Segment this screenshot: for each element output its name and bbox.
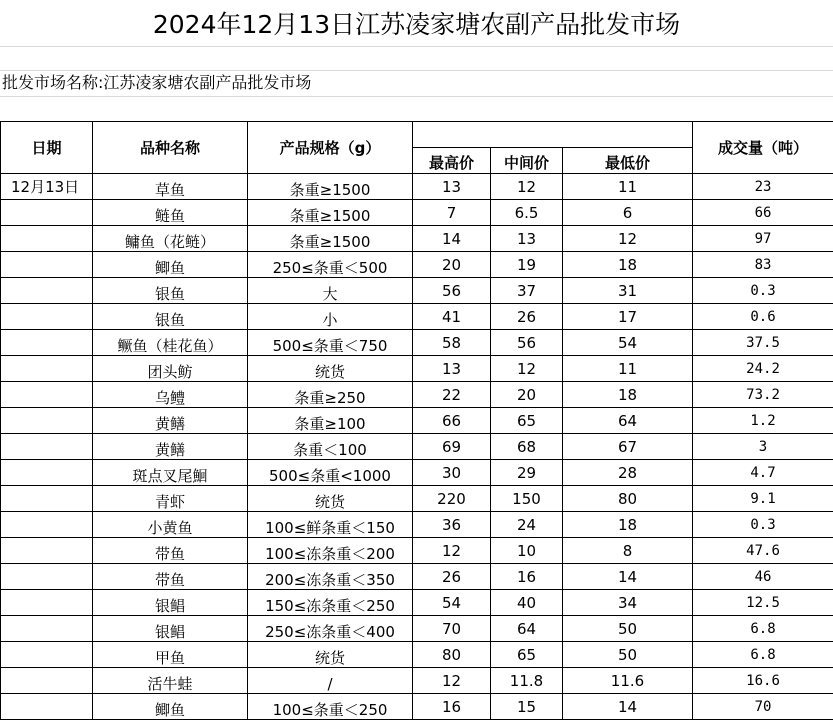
volume-cell: 23: [693, 174, 833, 200]
min-price-cell: 31: [563, 278, 693, 304]
date-cell: [1, 590, 93, 616]
variety-cell: 鲫鱼: [93, 694, 248, 720]
spec-cell: 统货: [248, 356, 413, 382]
date-cell: [1, 564, 93, 590]
mid-price-cell: 19: [491, 252, 563, 278]
spec-cell: 100≤鲜条重＜150: [248, 512, 413, 538]
table-row: [1, 668, 833, 694]
volume-cell: 66: [693, 200, 833, 226]
max-price-cell: 13: [413, 356, 491, 382]
header-mid-price: 中间价: [491, 148, 563, 174]
min-price-cell: 17: [563, 304, 693, 330]
max-price-cell: 13: [413, 174, 491, 200]
spec-cell: 统货: [248, 642, 413, 668]
variety-cell: 银鱼: [93, 304, 248, 330]
spec-cell: 条重≥100: [248, 408, 413, 434]
table-row: [1, 564, 833, 590]
table-row: [1, 304, 833, 330]
header-spec: 产品规格（g）: [248, 122, 413, 174]
spec-cell: 150≤冻条重＜250: [248, 590, 413, 616]
min-price-cell: 18: [563, 252, 693, 278]
table-row: [1, 174, 833, 200]
table-row: [1, 382, 833, 408]
date-cell: [1, 252, 93, 278]
table-row: [1, 486, 833, 512]
mid-price-cell: 6.5: [491, 200, 563, 226]
min-price-cell: 12: [563, 226, 693, 252]
max-price-cell: 66: [413, 408, 491, 434]
volume-cell: 0.3: [693, 512, 833, 538]
table-row: [1, 200, 833, 226]
max-price-cell: 30: [413, 460, 491, 486]
page-title: 2024年12月13日江苏凌家塘农副产品批发市场: [152, 10, 681, 39]
volume-cell: 73.2: [693, 382, 833, 408]
volume-cell: 12.5: [693, 590, 833, 616]
mid-price-cell: 29: [491, 460, 563, 486]
variety-cell: 鳜鱼（桂花鱼）: [93, 330, 248, 356]
date-cell: [1, 200, 93, 226]
volume-cell: 37.5: [693, 330, 833, 356]
spec-cell: 条重≥1500: [248, 200, 413, 226]
mid-price-cell: 150: [491, 486, 563, 512]
min-price-cell: 11: [563, 356, 693, 382]
spec-cell: 100≤条重＜250: [248, 694, 413, 720]
table-row: [1, 642, 833, 668]
min-price-cell: 11: [563, 174, 693, 200]
spec-cell: 条重＜100: [248, 434, 413, 460]
spec-cell: 500≤条重<1000: [248, 460, 413, 486]
header-price-group: [413, 122, 693, 148]
mid-price-cell: 40: [491, 590, 563, 616]
spec-cell: 条重≥250: [248, 382, 413, 408]
max-price-cell: 54: [413, 590, 491, 616]
spec-cell: 大: [248, 278, 413, 304]
spec-cell: 小: [248, 304, 413, 330]
date-cell: [1, 460, 93, 486]
table-row: [1, 278, 833, 304]
variety-cell: 带鱼: [93, 538, 248, 564]
table-row: [1, 590, 833, 616]
variety-cell: 斑点叉尾鮰: [93, 460, 248, 486]
header-volume: 成交量（吨）: [693, 122, 833, 174]
table-row: [1, 460, 833, 486]
min-price-cell: 80: [563, 486, 693, 512]
mid-price-cell: 26: [491, 304, 563, 330]
spec-cell: 200≤冻条重＜350: [248, 564, 413, 590]
volume-cell: 6.8: [693, 616, 833, 642]
date-cell: [1, 642, 93, 668]
spec-cell: 条重≥1500: [248, 226, 413, 252]
date-cell: [1, 278, 93, 304]
variety-cell: 黄鳝: [93, 408, 248, 434]
table-row: [1, 252, 833, 278]
variety-cell: 甲鱼: [93, 642, 248, 668]
volume-cell: 97: [693, 226, 833, 252]
mid-price-cell: 68: [491, 434, 563, 460]
mid-price-cell: 37: [491, 278, 563, 304]
date-cell: [1, 382, 93, 408]
volume-cell: 16.6: [693, 668, 833, 694]
max-price-cell: 69: [413, 434, 491, 460]
volume-cell: 4.7: [693, 460, 833, 486]
max-price-cell: 220: [413, 486, 491, 512]
max-price-cell: 7: [413, 200, 491, 226]
mid-price-cell: 64: [491, 616, 563, 642]
spec-cell: 250≤条重＜500: [248, 252, 413, 278]
max-price-cell: 14: [413, 226, 491, 252]
min-price-cell: 8: [563, 538, 693, 564]
volume-cell: 0.6: [693, 304, 833, 330]
date-cell: [1, 408, 93, 434]
variety-cell: 活牛蛙: [93, 668, 248, 694]
spec-cell: 统货: [248, 486, 413, 512]
min-price-cell: 14: [563, 564, 693, 590]
mid-price-cell: 65: [491, 642, 563, 668]
date-cell: [1, 668, 93, 694]
min-price-cell: 6: [563, 200, 693, 226]
volume-cell: 6.8: [693, 642, 833, 668]
volume-cell: 0.3: [693, 278, 833, 304]
variety-cell: 草鱼: [93, 174, 248, 200]
max-price-cell: 12: [413, 668, 491, 694]
min-price-cell: 50: [563, 642, 693, 668]
mid-price-cell: 16: [491, 564, 563, 590]
max-price-cell: 20: [413, 252, 491, 278]
max-price-cell: 22: [413, 382, 491, 408]
max-price-cell: 41: [413, 304, 491, 330]
max-price-cell: 12: [413, 538, 491, 564]
date-cell: [1, 694, 93, 720]
mid-price-cell: 65: [491, 408, 563, 434]
min-price-cell: 34: [563, 590, 693, 616]
spec-cell: 条重≥1500: [248, 174, 413, 200]
variety-cell: 鲫鱼: [93, 252, 248, 278]
variety-cell: 银鲳: [93, 616, 248, 642]
min-price-cell: 18: [563, 512, 693, 538]
table-row: [1, 434, 833, 460]
table-row: [1, 616, 833, 642]
volume-cell: 83: [693, 252, 833, 278]
max-price-cell: 16: [413, 694, 491, 720]
variety-cell: 鲢鱼: [93, 200, 248, 226]
price-table: [0, 121, 833, 720]
mid-price-cell: 12: [491, 174, 563, 200]
volume-cell: 47.6: [693, 538, 833, 564]
table-row: [1, 356, 833, 382]
variety-cell: 银鲳: [93, 590, 248, 616]
mid-price-cell: 24: [491, 512, 563, 538]
volume-cell: 24.2: [693, 356, 833, 382]
min-price-cell: 14: [563, 694, 693, 720]
table-row: [1, 694, 833, 720]
max-price-cell: 36: [413, 512, 491, 538]
min-price-cell: 64: [563, 408, 693, 434]
min-price-cell: 67: [563, 434, 693, 460]
min-price-cell: 50: [563, 616, 693, 642]
spec-cell: 500≤条重＜750: [248, 330, 413, 356]
mid-price-cell: 12: [491, 356, 563, 382]
date-cell: 12月13日: [1, 174, 93, 200]
volume-cell: 46: [693, 564, 833, 590]
variety-cell: 黄鳝: [93, 434, 248, 460]
date-cell: [1, 538, 93, 564]
variety-cell: 银鱼: [93, 278, 248, 304]
date-cell: [1, 434, 93, 460]
table-row: [1, 226, 833, 252]
variety-cell: 青虾: [93, 486, 248, 512]
date-cell: [1, 512, 93, 538]
table-row: [1, 538, 833, 564]
date-cell: [1, 330, 93, 356]
header-variety: 品种名称: [93, 122, 248, 174]
variety-cell: 带鱼: [93, 564, 248, 590]
max-price-cell: 70: [413, 616, 491, 642]
date-cell: [1, 304, 93, 330]
min-price-cell: 28: [563, 460, 693, 486]
variety-cell: 小黄鱼: [93, 512, 248, 538]
mid-price-cell: 56: [491, 330, 563, 356]
date-cell: [1, 616, 93, 642]
mid-price-cell: 20: [491, 382, 563, 408]
date-cell: [1, 226, 93, 252]
min-price-cell: 18: [563, 382, 693, 408]
max-price-cell: 80: [413, 642, 491, 668]
spec-cell: 250≤冻条重＜400: [248, 616, 413, 642]
mid-price-cell: 10: [491, 538, 563, 564]
variety-cell: 乌鳢: [93, 382, 248, 408]
mid-price-cell: 15: [491, 694, 563, 720]
date-cell: [1, 356, 93, 382]
market-name-label: 批发市场名称:江苏凌家塘农副产品批发市场: [2, 73, 312, 92]
max-price-cell: 58: [413, 330, 491, 356]
spec-cell: 100≤冻条重＜200: [248, 538, 413, 564]
header-max-price: 最高价: [413, 148, 491, 174]
volume-cell: 9.1: [693, 486, 833, 512]
variety-cell: 团头鲂: [93, 356, 248, 382]
volume-cell: 3: [693, 434, 833, 460]
table-row: [1, 512, 833, 538]
header-min-price: 最低价: [563, 148, 693, 174]
date-cell: [1, 486, 93, 512]
spec-cell: /: [248, 668, 413, 694]
mid-price-cell: 11.8: [491, 668, 563, 694]
volume-cell: 1.2: [693, 408, 833, 434]
table-row: [1, 330, 833, 356]
variety-cell: 鳙鱼（花鲢）: [93, 226, 248, 252]
gridline: [0, 96, 833, 97]
max-price-cell: 26: [413, 564, 491, 590]
header-date: 日期: [1, 122, 93, 174]
min-price-cell: 54: [563, 330, 693, 356]
min-price-cell: 11.6: [563, 668, 693, 694]
volume-cell: 70: [693, 694, 833, 720]
max-price-cell: 56: [413, 278, 491, 304]
gridline: [0, 46, 833, 47]
mid-price-cell: 13: [491, 226, 563, 252]
table-row: [1, 408, 833, 434]
